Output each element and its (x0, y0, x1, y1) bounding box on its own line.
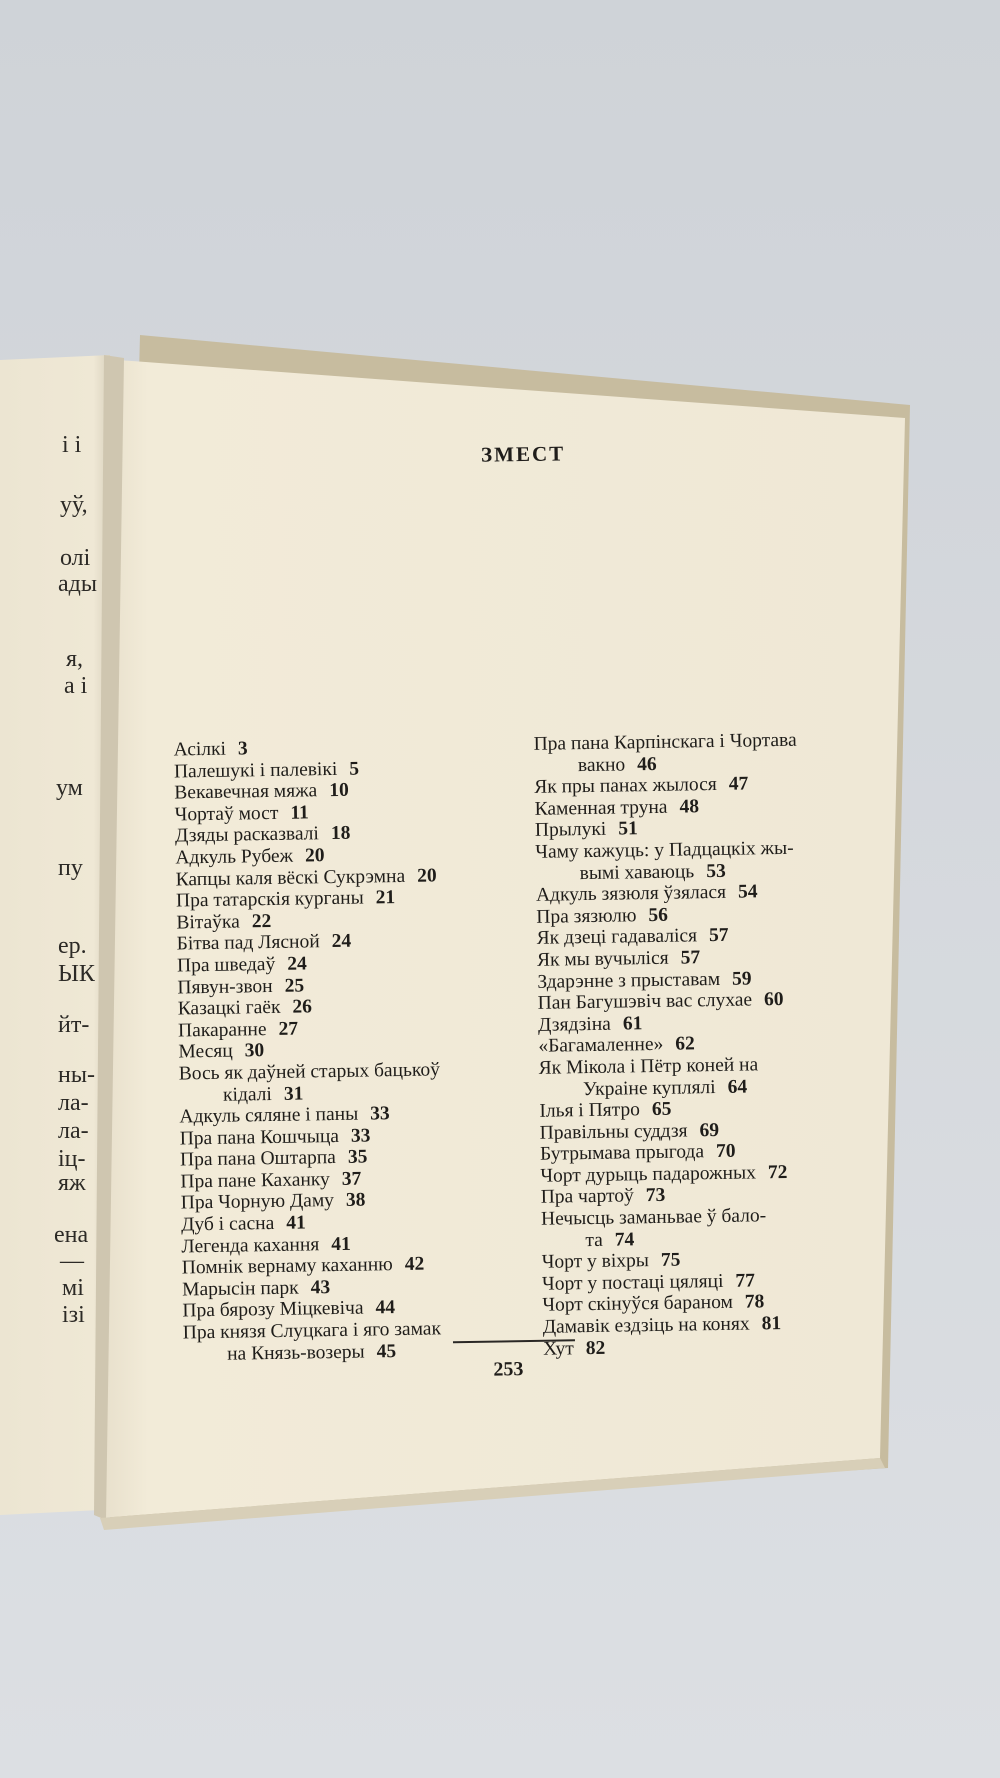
toc-entry: Пра зязюлю 56 (536, 904, 669, 928)
toc-entry: Вось як даўней старых бацькоў кідалі 31 (178, 1059, 441, 1106)
left-page-fragment: іц- (58, 1146, 86, 1172)
toc-entry: Вітаўка 22 (176, 910, 272, 934)
toc-entry: Векавечная мяжа 10 (174, 779, 349, 804)
toc-entry: Бутрымава прыгода 70 (539, 1141, 736, 1166)
toc-entry: Адкуль сяляне і паны 33 (179, 1103, 390, 1128)
left-page-fragment: олі (60, 545, 91, 571)
toc-entry: Дуб і сасна 41 (180, 1212, 306, 1236)
toc-entry: Пра пана Оштарпа 35 (179, 1146, 368, 1171)
toc-entry: Пра шведаў 24 (176, 953, 307, 977)
toc-entry: Пра князя Слуцкага і яго замак на Князь-возеры 45 (182, 1318, 442, 1365)
toc-entry: Пра бярозу Міцкевіча 44 (182, 1297, 396, 1322)
toc-entry: Ілья і Пятро 65 (539, 1098, 672, 1122)
toc-entry: Адкуль зязюля ўзялася 54 (535, 881, 758, 906)
toc-entry: Пра татарскія курганы 21 (175, 887, 396, 912)
toc-column-left (173, 733, 573, 1365)
left-page-fragment: ла- (58, 1118, 89, 1144)
toc-entry: Як дзеці гадаваліся 57 (536, 925, 729, 950)
left-page-fragment: мі (62, 1275, 84, 1301)
toc-entry: Пакаранне 27 (177, 1018, 299, 1042)
left-page-fragment: ады (58, 571, 97, 597)
left-page-fragment: йт- (58, 1012, 90, 1038)
toc-entry: Як мы вучыліся 57 (536, 947, 701, 971)
toc-entry: Помнік вернаму каханню 42 (181, 1253, 425, 1279)
toc-entry: Прылукі 51 (534, 818, 638, 842)
left-page-fragment: ЫК (58, 961, 95, 987)
left-page-fragment: пу (58, 855, 83, 881)
toc-entry: Чорт дурыць падарожных 72 (540, 1161, 788, 1187)
toc-entry: Чорт у постаці цяляці 77 (541, 1270, 756, 1295)
toc-entry: Палешукі і палевікі 5 (173, 758, 360, 783)
left-page-fragment: а і (64, 673, 88, 699)
toc-entry: Чорт у віхры 75 (541, 1249, 681, 1274)
toc-entry: Казацкі гаёк 26 (177, 996, 313, 1020)
left-page-fragment: ны- (58, 1062, 95, 1088)
toc-entry: Марысін парк 43 (181, 1276, 331, 1301)
page-number: 253 (493, 1358, 524, 1381)
toc-entry: Пра пана Кошчыца 33 (179, 1125, 371, 1150)
toc-entry: Пра пане Каханку 37 (180, 1168, 362, 1193)
toc-entry: Легенда кахання 41 (181, 1233, 351, 1258)
left-page-fragment: ла- (58, 1090, 89, 1116)
toc-entry: Хут 82 (542, 1337, 606, 1360)
toc-entry: Як Мікола і Пётр коней на Украіне куплялі 64 (538, 1054, 759, 1100)
left-page-fragment: уў, (60, 492, 88, 518)
left-page-fragment: ена (54, 1222, 89, 1248)
left-page-fragment: ер. (58, 933, 87, 959)
toc-entry: Нечысць заманьвае ў бало- та 74 (540, 1205, 767, 1251)
toc-entry: Здарэнне з прыставам 59 (537, 967, 752, 993)
left-page (0, 355, 110, 1515)
toc-entry: Пра Чорную Даму 38 (180, 1190, 366, 1214)
left-page-fragment: і і (62, 432, 82, 458)
toc-entry: Чортаў мост 11 (174, 802, 309, 826)
toc-entry: Каменная труна 48 (534, 796, 700, 820)
toc-entry: Капцы каля вёскі Сукрэмна 20 (175, 864, 437, 891)
toc-entry: Пан Багушэвіч вас слухае 60 (537, 989, 784, 1014)
left-page-fragment: — (60, 1248, 84, 1274)
toc-entry: Чорт скінуўся бараном 78 (542, 1291, 765, 1317)
toc-entry: Чаму кажуць: у Падцацкіх жы- вымі хаваюць 53 (535, 837, 794, 884)
left-page-fragment: ізі (62, 1302, 85, 1328)
left-page-fragment: ум (56, 775, 83, 801)
toc-entry: Адкуль Рубеж 20 (175, 845, 325, 869)
left-page-fragment: я, (66, 646, 84, 672)
toc-entry: Бітва пад Лясной 24 (176, 931, 352, 955)
toc-entry: Пра чартоў 73 (540, 1185, 666, 1209)
toc-column-right (533, 727, 983, 1360)
toc-entry: Асілкі 3 (173, 738, 248, 761)
toc-entry: Правільны суддзя 69 (539, 1119, 720, 1144)
toc-entry: Дзядзіна 61 (537, 1012, 643, 1036)
page-title: ЗМЕСТ (480, 441, 566, 467)
toc-entry: Пра пана Карпінскага і Чортава вакно 46 (533, 729, 797, 776)
toc-entry: Як пры панах жылося 47 (534, 773, 749, 799)
left-page-fragment: яж (58, 1170, 86, 1196)
right-page-content (140, 378, 916, 1410)
toc-entry: Пявун-звон 25 (177, 975, 305, 999)
toc-entry: Месяц 30 (178, 1040, 265, 1063)
toc-entry: «Багамаленне» 62 (538, 1033, 695, 1058)
toc-entry: Дамавік ездзіць на конях 81 (542, 1313, 782, 1338)
toc-entry: Дзяды расказвалі 18 (174, 823, 351, 847)
